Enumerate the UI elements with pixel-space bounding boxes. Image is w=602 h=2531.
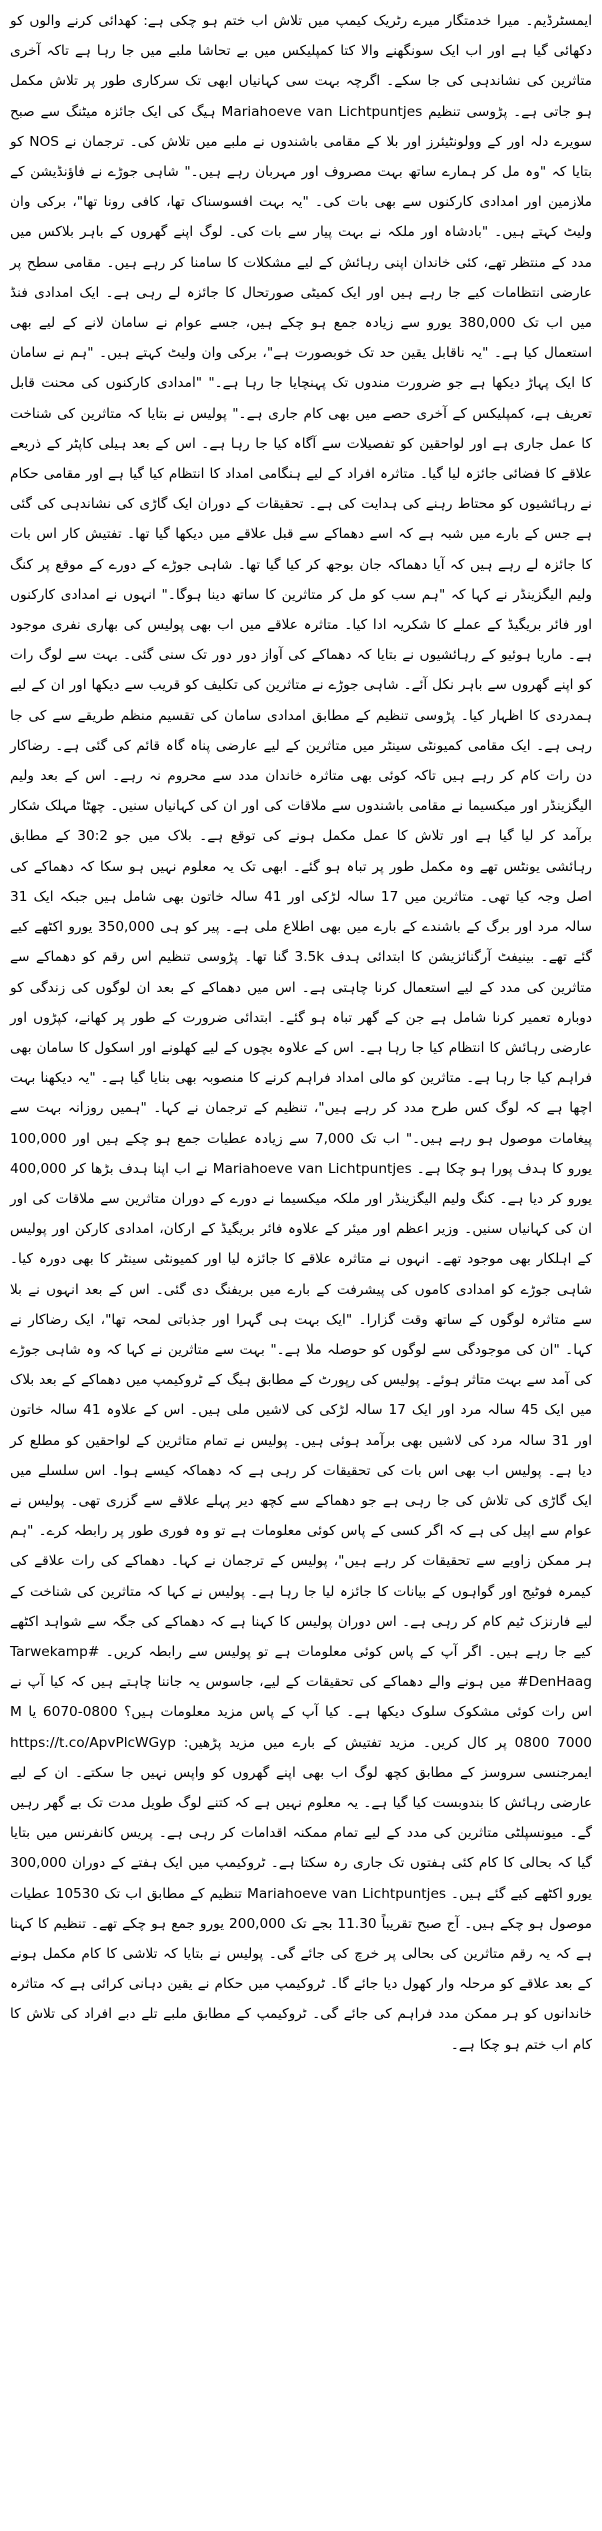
article-body: ایمسٹرڈیم۔ میرا خدمتگار میرے رٹریک کیمپ میں تلاش اب ختم ہو چکی ہے: کھدائی کرنے والوں کو دکھائی گیا ہے اور اب ایک سونگھنے والا کتا کمپلیکس میں بے تحاشا ملبے میں جا رہا ہے تاکہ آخری متاثرین کی نشاندہی کی جا سکے۔ اگرچہ بہت سی کہانیاں ابھی تک سرکاری طور پر تلاش مکمل ہو جاتی ہے۔ پڑوسی تنظیم Mariahoeve van Lichtpuntjes ہیگ کی ایک جائزہ میٹنگ سے صبح سویرے دلہ اور کے وولونٹیئرز اور بلا کے مقامی باشندوں نے ملبے میں تلاش کی۔ ترجمان نے NOS کو بتایا کہ "وہ مل کر ہمارے ساتھ بہت مصروف اور مہربان رہے ہیں۔" شاہی جوڑے نے فاؤنڈیشن کے ملازمین اور امدادی کارکنوں سے بھی بات کی۔ "یہ بہت افسوسناک تھا، کافی رونا تھا"، برکی وان ولیٹ کہتے ہیں۔ "بادشاہ اور ملکہ نے بہت پیار سے بات کی۔ لوگ اپنے گھروں کے باہر بلاکس میں مدد کے منتظر تھے، کئی خاندان اپنی رہائش کے لیے مشکلات کا سامنا کر رہے ہیں۔ مقامی سطح پر عارضی انتظامات کیے جا رہے ہیں اور ایک کمیٹی صورتحال کا جائزہ لے رہی ہے۔ ایک امدادی فنڈ میں اب تک 380,000 یورو سے زیادہ جمع ہو چکے ہیں، جسے عوام نے سامان لانے کے لیے بھی استعمال کیا ہے۔ "یہ ناقابل یقین حد تک خوبصورت ہے"، برکی وان ولیٹ کہتے ہیں۔ "ہم نے سامان کا ایک پہاڑ دیکھا ہے جو ضرورت مندوں تک پہنچایا جا رہا ہے۔" "امدادی کارکنوں کی محنت قابل تعریف ہے، کمپلیکس کے آخری حصے میں بھی کام جاری ہے۔" پولیس نے بتایا کہ متاثرین کی شناخت کا عمل جاری ہے اور لواحقین کو تفصیلات سے آگاہ کیا جا رہا ہے۔ اس کے بعد ہیلی کاپٹر کے ذریعے علاقے کا فضائی جائزہ لیا گیا۔ متاثرہ افراد کے لیے ہنگامی امداد کا انتظام کیا گیا ہے اور مقامی حکام نے رہائشیوں کو محتاط رہنے کی ہدایت کی ہے۔ تحقیقات کے دوران ایک گاڑی کی نشاندہی کی گئی ہے جس کے بارے میں شبہ ہے کہ اسے دھماکے سے قبل علاقے میں دیکھا گیا تھا۔ تفتیش کار اس بات کا جائزہ لے رہے ہیں کہ آیا دھماکہ جان بوجھ کر کیا گیا تھا۔ شاہی جوڑے کے دورے کے موقع پر کنگ ولیم الیگزینڈر نے کہا کہ "ہم سب کو مل کر متاثرین کا ساتھ دینا ہوگا۔" انہوں نے امدادی کارکنوں اور فائر بریگیڈ کے عملے کا شکریہ ادا کیا۔ متاثرہ علاقے میں اب بھی پولیس کی بھاری نفری موجود ہے۔ ماریا ہوئیو کے رہائشیوں نے بتایا کہ دھماکے کی آواز دور دور تک سنی گئی۔ بہت سے لوگ رات کو اپنے گھروں سے باہر نکل آئے۔ شاہی جوڑے نے متاثرین کی تکلیف کو قریب سے دیکھا اور ان کے لیے ہمدردی کا اظہار کیا۔ پڑوسی تنظیم کے مطابق امدادی سامان کی تقسیم منظم طریقے سے کی جا رہی ہے۔ ایک مقامی کمیونٹی سینٹر میں متاثرین کے لیے عارضی پناہ گاہ قائم کی گئی ہے۔ رضاکار دن رات کام کر رہے ہیں تاکہ کوئی بھی متاثرہ خاندان مدد سے محروم نہ رہے۔ اس کے بعد ولیم الیگزینڈر اور میکسیما نے مقامی باشندوں سے ملاقات کی اور ان کی کہانیاں سنیں۔ چھٹا مہلک شکار برآمد کر لیا گیا ہے اور تلاش کا عمل مکمل ہونے کی توقع ہے۔ بلاک میں جو 30:2 کے مطابق رہائشی یونٹس تھے وہ مکمل طور پر تباہ ہو گئے۔ ابھی تک یہ معلوم نہیں ہو سکا کہ دھماکے کی اصل وجہ کیا تھی۔ متاثرین میں 17 سالہ لڑکی اور 41 سالہ خاتون بھی شامل ہیں جبکہ ایک 31 سالہ مرد اور برگ کے باشندے کے بارے میں بھی اطلاع ملی ہے۔ پیر کو ہی 350,000 یورو اکٹھے کیے گئے تھے۔ بینیفٹ آرگنائزیشن کا ابتدائی ہدف 3.5k گنا تھا۔ پڑوسی تنظیم اس رقم کو دھماکے سے متاثرین کی مدد کے لیے استعمال کرنا چاہتی ہے۔ اس میں دھماکے کے بعد ان لوگوں کی زندگی کو دوبارہ تعمیر کرنا شامل ہے جن کے گھر تباہ ہو گئے۔ ابتدائی ضرورت کے طور پر کھانے، کپڑوں اور عارضی رہائش کا انتظام کیا جا رہا ہے۔ اس کے علاوہ بچوں کے لیے کھلونے اور اسکول کا سامان بھی فراہم کیا جا رہا ہے۔ متاثرین کو مالی امداد فراہم کرنے کا منصوبہ بھی بنایا گیا ہے۔ "یہ دیکھنا بہت اچھا ہے کہ لوگ کس طرح مدد کر رہے ہیں"، تنظیم کے ترجمان نے کہا۔ "ہمیں روزانہ بہت سے پیغامات موصول ہو رہے ہیں۔" اب تک 7,000 سے زیادہ عطیات جمع ہو چکے ہیں اور 100,000 یورو کا ہدف پورا ہو چکا ہے۔ Mariahoeve van Lichtpuntjes نے اب اپنا ہدف بڑھا کر 400,000 یورو کر دیا ہے۔ کنگ ولیم الیگزینڈر اور ملکہ میکسیما نے دورے کے دوران متاثرین سے ملاقات کی اور ان کی کہانیاں سنیں۔ وزیر اعظم اور میئر کے علاوہ فائر بریگیڈ کے ارکان، امدادی کارکن اور پولیس کے اہلکار بھی موجود تھے۔ انہوں نے متاثرہ علاقے کا جائزہ لیا اور کمیونٹی سینٹر کا بھی دورہ کیا۔ شاہی جوڑے کو امدادی کاموں کی پیشرفت کے بارے میں بریفنگ دی گئی۔ اس کے بعد انہوں نے بلا سے متاثرہ لوگوں کے ساتھ وقت گزارا۔ "ایک بہت ہی گہرا اور جذباتی لمحہ تھا"، ایک رضاکار نے کہا۔ "ان کی موجودگی سے لوگوں کو حوصلہ ملا ہے۔" بہت سے متاثرین نے کہا کہ وہ شاہی جوڑے کی آمد سے بہت متاثر ہوئے۔ پولیس کی رپورٹ کے مطابق ہیگ کے ٹروکیمپ میں دھماکے کے بعد بلاک میں ایک 45 سالہ مرد اور ایک 17 سالہ لڑکی کی لاشیں ملی ہیں۔ اس کے علاوہ 41 سالہ خاتون اور 31 سالہ مرد کی لاشیں بھی برآمد ہوئی ہیں۔ پولیس نے تمام متاثرین کے لواحقین کو مطلع کر دیا ہے۔ پولیس اب بھی اس بات کی تحقیقات کر رہی ہے کہ دھماکہ کیسے ہوا۔ اس سلسلے میں ایک گاڑی کی تلاش کی جا رہی ہے جو دھماکے سے کچھ دیر پہلے علاقے سے گزری تھی۔ پولیس نے عوام سے اپیل کی ہے کہ اگر کسی کے پاس کوئی معلومات ہے تو وہ فوری طور پر رابطہ کرے۔ "ہم ہر ممکن زاویے سے تحقیقات کر رہے ہیں"، پولیس کے ترجمان نے کہا۔ دھماکے کی رات علاقے کی کیمرہ فوٹیج اور گواہوں کے بیانات کا جائزہ لیا جا رہا ہے۔ پولیس نے کہا کہ متاثرین کی شناخت کے لیے فارنزک ٹیم کام کر رہی ہے۔ اس دوران پولیس کا کہنا ہے کہ دھماکے کی جگہ سے شواہد اکٹھے کیے جا رہے ہیں۔ اگر آپ کے پاس کوئی معلومات ہے تو پولیس سے رابطہ کریں۔ #Tarwekamp #DenHaag میں ہونے والے دھماکے کی تحقیقات کے لیے، جاسوس یہ جاننا چاہتے ہیں کہ کیا آپ نے اس رات کوئی مشکوک سلوک دیکھا ہے۔ کیا آپ کے پاس مزید معلومات ہیں؟ 0800-6070 یا M 0800 7000 پر کال کریں۔ مزید تفتیش کے بارے میں مزید پڑھیں: https://t.co/ApvPlcWGyp ایمرجنسی سروسز کے مطابق کچھ لوگ اب بھی اپنے گھروں کو واپس نہیں جا سکتے۔ ان کے لیے عارضی رہائش کا بندوبست کیا گیا ہے۔ یہ معلوم نہیں ہے کہ کتنے لوگ طویل مدت تک بے گھر رہیں گے۔ میونسپلٹی متاثرین کی مدد کے لیے تمام ممکنہ اقدامات کر رہی ہے۔ پریس کانفرنس میں بتایا گیا کہ بحالی کا کام کئی ہفتوں تک جاری رہ سکتا ہے۔ ٹروکیمپ میں ایک ہفتے کے دوران 300,000 یورو اکٹھے کیے گئے ہیں۔ Mariahoeve van Lichtpuntjes تنظیم کے مطابق اب تک 10530 عطیات موصول ہو چکے ہیں۔ آج صبح تقریباً 11.30 بجے تک 200,000 یورو جمع ہو چکے تھے۔ تنظیم کا کہنا ہے کہ یہ رقم متاثرین کی بحالی پر خرچ کی جائے گی۔ پولیس نے بتایا کہ تلاشی کا کام مکمل ہونے کے بعد علاقے کو مرحلہ وار کھول دیا جائے گا۔ ٹروکیمپ میں حکام نے یقین دہانی کرائی ہے کہ متاثرہ خاندانوں کو ہر ممکن مدد فراہم کی جائے گی۔ ٹروکیمپ کے مطابق ملبے تلے دبے افراد کی تلاش کا کام اب ختم ہو چکا ہے۔ bbox=[10, 13, 592, 2053]
